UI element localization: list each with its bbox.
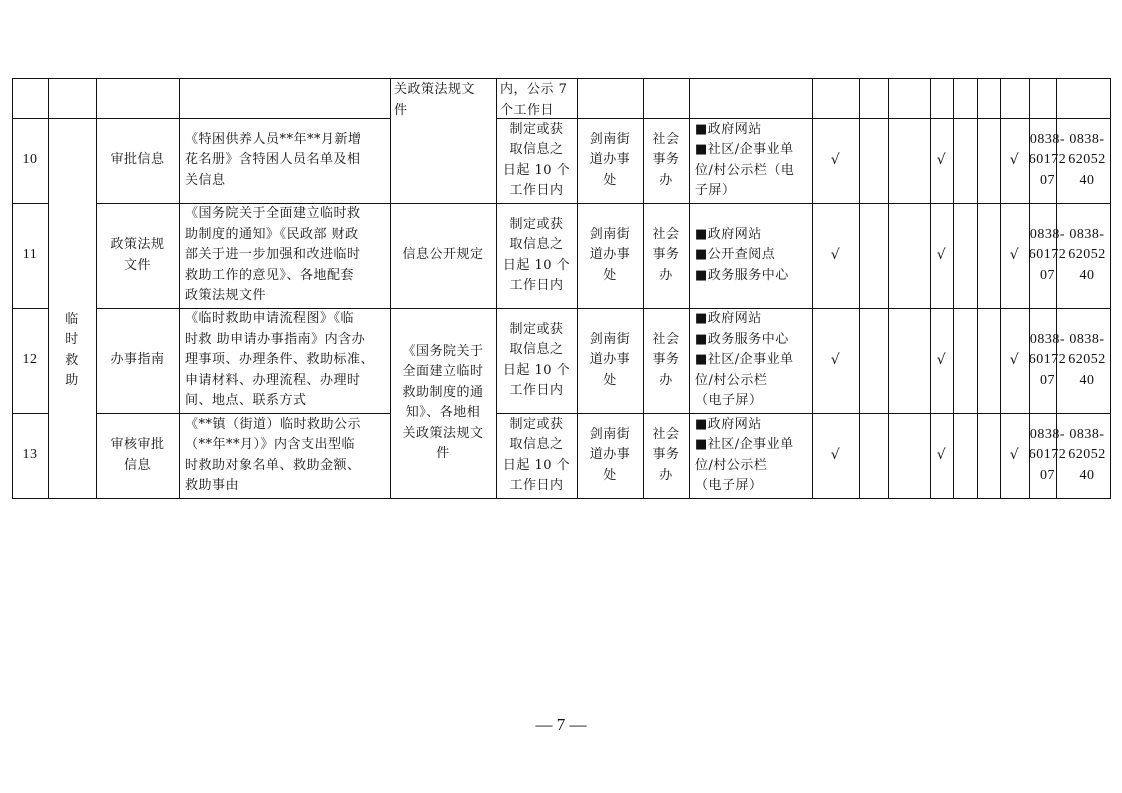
- grid-vline: [859, 78, 860, 499]
- grid-vline: [888, 78, 889, 499]
- content-cell-line: 理事项、办理条件、救助标准、: [185, 352, 375, 368]
- grid-vline: [179, 78, 180, 499]
- phone-cell-line: 40: [1079, 467, 1095, 483]
- subject-cell-line: 处: [603, 467, 617, 483]
- time-limit-cell-line: 日起 10 个: [502, 162, 571, 178]
- channels-cell-line: （电子屏）: [695, 478, 763, 493]
- phone-cell-line: 62052: [1068, 152, 1106, 168]
- basis-cell: [390, 203, 496, 308]
- content-cell-line: 花名册》含特困人员名单及相: [185, 152, 361, 168]
- department-cell: [643, 308, 689, 413]
- channels-cell-line: ■政府网站: [695, 416, 762, 432]
- grid-vline: [689, 78, 690, 499]
- grid-vline: [953, 78, 954, 499]
- time-limit-cell-line: 工作日内: [509, 183, 564, 198]
- phone-cell: [1064, 413, 1110, 498]
- content-cell-line: 时救助对象名单、救助金额、: [185, 457, 361, 473]
- phone-cell: [1064, 118, 1110, 203]
- basis-cell-line: 救助制度的通: [402, 384, 484, 400]
- channels-cell-line: （电子屏）: [695, 393, 763, 409]
- category-cell-line: 时: [65, 332, 79, 347]
- time-limit-cell: [496, 413, 577, 498]
- content-cell-line: 关信息: [185, 172, 226, 188]
- channels-cell-line: 位/村公示栏: [695, 372, 768, 388]
- department-cell-line: 办: [659, 467, 673, 483]
- phone-cell-line: 60172: [1028, 447, 1067, 463]
- time-limit-cell-line: 工作日内: [509, 383, 564, 398]
- channels-cell-line: ■社区/企事业单: [695, 142, 794, 157]
- content-cell-line: 救助事由: [185, 478, 240, 493]
- phone-cell-line: 40: [1079, 267, 1095, 283]
- check-mark-line: √: [1009, 247, 1020, 264]
- content-cell: [185, 203, 386, 308]
- channels-cell: [695, 308, 810, 413]
- phone-cell-line: 0838-: [1029, 331, 1066, 347]
- department-cell-line: 事务: [652, 352, 680, 368]
- subject-cell-line: 处: [603, 372, 617, 388]
- check-mark-line: √: [936, 352, 947, 369]
- check-mark: [930, 413, 953, 498]
- check-mark: [812, 308, 859, 413]
- phone-cell-line: 07: [1040, 267, 1055, 283]
- time-limit-cell-line: 制定或获: [509, 121, 564, 137]
- category-cell: [48, 203, 96, 498]
- basis-cell: [394, 80, 492, 116]
- channels-cell-line: ■政务服务中心: [695, 331, 789, 347]
- time-limit-cell-line: 取信息之: [509, 437, 564, 452]
- basis-cell-line: 件: [394, 102, 408, 118]
- subject-cell-line: 剑南街: [589, 426, 631, 442]
- content-cell-line: 间、地点、联系方式: [185, 393, 307, 409]
- time-limit-cell: [496, 203, 577, 308]
- check-mark: [812, 203, 859, 308]
- time-limit-cell-line: 工作日内: [509, 278, 564, 293]
- content-cell-line: 《**镇（街道）临时救助公示: [185, 416, 362, 432]
- content-cell-line: 《国务院关于全面建立临时救: [185, 206, 361, 222]
- channels-cell-line: ■社区/企事业单: [695, 437, 794, 452]
- phone-cell-line: 07: [1040, 372, 1055, 388]
- phone-cell: [1029, 308, 1066, 413]
- time-limit-cell-line: 制定或获: [509, 216, 564, 232]
- time-limit-cell-line: 内，公示 7: [500, 82, 568, 97]
- item-cell-line: 办事指南: [110, 352, 165, 368]
- item-cell-line: 文件: [123, 257, 151, 273]
- channels-cell-line: 位/村公示栏（电: [695, 162, 795, 178]
- content-cell-line: 申请材料、办理流程、办理时: [185, 372, 361, 388]
- phone-cell: [1064, 203, 1110, 308]
- time-limit-cell-line: 日起 10 个: [502, 457, 571, 473]
- phone-cell: [1064, 308, 1110, 413]
- row-number: [12, 203, 48, 308]
- check-mark-line: √: [936, 447, 947, 464]
- check-mark: [1000, 308, 1029, 413]
- basis-cell-line: 关政策法规文: [402, 425, 484, 441]
- check-mark: [930, 118, 953, 203]
- content-cell-line: 《特困供养人员**年**月新增: [185, 131, 362, 147]
- subject-cell-line: 剑南街: [589, 131, 631, 147]
- check-mark-line: √: [1009, 352, 1020, 369]
- department-cell-line: 事务: [652, 152, 680, 168]
- row-number: [12, 308, 48, 413]
- channels-cell: [695, 203, 810, 308]
- department-cell-line: 社会: [652, 226, 680, 242]
- department-cell-line: 办: [659, 172, 673, 188]
- time-limit-cell-line: 日起 10 个: [502, 362, 571, 378]
- row-number-line: 11: [22, 247, 38, 263]
- content-cell-line: 救助工作的意见》、各地配套: [185, 267, 355, 283]
- category-cell-line: 助: [65, 373, 79, 388]
- phone-cell-line: 60172: [1028, 352, 1067, 368]
- content-cell-line: 政策法规文件: [185, 288, 267, 304]
- row-number-line: 12: [22, 352, 38, 368]
- phone-cell-line: 40: [1079, 172, 1095, 188]
- content-cell: [185, 308, 386, 413]
- check-mark-line: √: [936, 152, 947, 169]
- check-mark-line: √: [1009, 152, 1020, 169]
- grid-hline: [48, 118, 97, 119]
- item-cell-line: 信息: [123, 457, 151, 473]
- check-mark: [1000, 118, 1029, 203]
- content-cell-line: 《临时救助申请流程图》《临: [185, 311, 355, 327]
- phone-cell-line: 0838-: [1069, 331, 1105, 347]
- subject-cell-line: 道办事: [589, 447, 631, 463]
- disclosure-table: [12, 78, 1110, 498]
- check-mark-line: √: [1009, 447, 1020, 464]
- department-cell-line: 事务: [652, 247, 680, 263]
- phone-cell-line: 60172: [1028, 247, 1067, 263]
- subject-cell-line: 剑南街: [589, 226, 631, 242]
- subject-cell-line: 道办事: [589, 152, 631, 168]
- time-limit-cell-line: 取信息之: [509, 142, 564, 157]
- channels-cell-line: ■政府网站: [695, 226, 762, 242]
- time-limit-cell-line: 工作日内: [509, 478, 564, 493]
- content-cell: [185, 413, 386, 498]
- check-mark: [812, 413, 859, 498]
- subject-cell: [577, 118, 643, 203]
- basis-cell: [392, 308, 494, 498]
- basis-cell-line: 全面建立临时: [402, 364, 484, 379]
- basis-cell-line: 件: [436, 446, 450, 461]
- channels-cell-line: 子屏）: [695, 183, 736, 198]
- check-mark-line: √: [830, 152, 841, 169]
- channels-cell-line: ■社区/企事业单: [695, 352, 794, 368]
- check-mark: [1000, 203, 1029, 308]
- grid-hline: [12, 498, 1111, 499]
- channels-cell-line: ■政府网站: [695, 311, 762, 327]
- check-mark: [1000, 413, 1029, 498]
- department-cell-line: 办: [659, 267, 673, 283]
- phone-cell: [1029, 118, 1066, 203]
- channels-cell-line: ■政府网站: [695, 121, 762, 137]
- time-limit-cell-line: 制定或获: [509, 321, 564, 337]
- channels-cell-line: ■政务服务中心: [695, 267, 789, 283]
- grid-hline: [12, 78, 1111, 79]
- check-mark-line: √: [830, 447, 841, 464]
- phone-cell-line: 0838-: [1069, 131, 1105, 147]
- phone-cell-line: 0838-: [1029, 426, 1066, 442]
- time-limit-cell: [496, 118, 577, 203]
- content-cell-line: 部关于进一步加强和改进临时: [185, 247, 361, 263]
- item-cell: [96, 118, 179, 203]
- phone-cell-line: 0838-: [1069, 426, 1105, 442]
- time-limit-cell: [500, 80, 575, 116]
- row-number-line: 10: [22, 152, 38, 168]
- category-cell-line: 救: [65, 352, 79, 368]
- channels-cell-line: 位/村公示栏: [695, 457, 768, 473]
- check-mark-line: √: [830, 247, 841, 264]
- item-cell-line: 审核审批: [110, 437, 165, 452]
- item-cell-line: 审批信息: [110, 152, 165, 168]
- content-cell-line: 助制度的通知》《民政部 财政: [185, 226, 359, 242]
- item-cell: [96, 308, 179, 413]
- channels-cell-line: ■公开查阅点: [695, 247, 776, 263]
- subject-cell-line: 处: [603, 267, 617, 283]
- basis-cell-line: 信息公开规定: [402, 247, 484, 263]
- content-cell-line: 时救 助申请办事指南》内含办: [185, 331, 366, 347]
- time-limit-cell-line: 日起 10 个: [502, 257, 571, 273]
- item-cell: [96, 413, 179, 498]
- department-cell-line: 社会: [652, 331, 680, 347]
- grid-vline: [1110, 78, 1111, 499]
- row-number-line: 13: [22, 447, 38, 463]
- subject-cell-line: 剑南街: [589, 331, 631, 347]
- phone-cell-line: 0838-: [1069, 226, 1105, 242]
- check-mark-line: √: [830, 352, 841, 369]
- phone-cell-line: 62052: [1068, 447, 1106, 463]
- department-cell-line: 办: [659, 372, 673, 388]
- time-limit-cell-line: 个工作日: [500, 102, 555, 118]
- time-limit-cell: [496, 308, 577, 413]
- phone-cell: [1029, 413, 1066, 498]
- phone-cell-line: 07: [1040, 172, 1055, 188]
- phone-cell-line: 0838-: [1029, 131, 1066, 147]
- page-number: — 7 —: [535, 715, 587, 734]
- check-mark: [812, 118, 859, 203]
- department-cell: [643, 118, 689, 203]
- phone-cell-line: 62052: [1068, 247, 1106, 263]
- department-cell-line: 事务: [652, 447, 680, 463]
- time-limit-cell-line: 制定或获: [509, 416, 564, 432]
- row-number: [12, 413, 48, 498]
- channels-cell: [695, 118, 810, 203]
- department-cell: [643, 413, 689, 498]
- phone-cell-line: 60172: [1028, 152, 1067, 168]
- item-cell-line: 政策法规: [110, 237, 165, 252]
- category-cell-line: 临: [65, 311, 79, 327]
- basis-cell-line: 《国务院关于: [402, 343, 484, 359]
- content-cell: [185, 118, 386, 203]
- department-cell-line: 社会: [652, 131, 680, 147]
- subject-cell-line: 道办事: [589, 247, 631, 263]
- check-mark: [930, 203, 953, 308]
- phone-cell-line: 0838-: [1029, 226, 1066, 242]
- channels-cell: [695, 413, 810, 498]
- basis-cell-line: 关政策法规文: [394, 82, 476, 97]
- check-mark: [930, 308, 953, 413]
- row-number: [12, 118, 48, 203]
- grid-vline: [977, 78, 978, 499]
- time-limit-cell-line: 取信息之: [509, 342, 564, 357]
- time-limit-cell-line: 取信息之: [509, 237, 564, 252]
- subject-cell-line: 道办事: [589, 352, 631, 368]
- subject-cell: [577, 413, 643, 498]
- check-mark-line: √: [936, 247, 947, 264]
- phone-cell: [1029, 203, 1066, 308]
- phone-cell-line: 40: [1079, 372, 1095, 388]
- subject-cell: [577, 308, 643, 413]
- phone-cell-line: 62052: [1068, 352, 1106, 368]
- phone-cell-line: 07: [1040, 467, 1055, 483]
- item-cell: [96, 203, 179, 308]
- content-cell-line: （**年**月）》内含支出型临: [185, 437, 356, 452]
- subject-cell-line: 处: [603, 172, 617, 188]
- subject-cell: [577, 203, 643, 308]
- department-cell: [643, 203, 689, 308]
- department-cell-line: 社会: [652, 426, 680, 442]
- basis-cell-line: 知》、各地相: [405, 405, 481, 420]
